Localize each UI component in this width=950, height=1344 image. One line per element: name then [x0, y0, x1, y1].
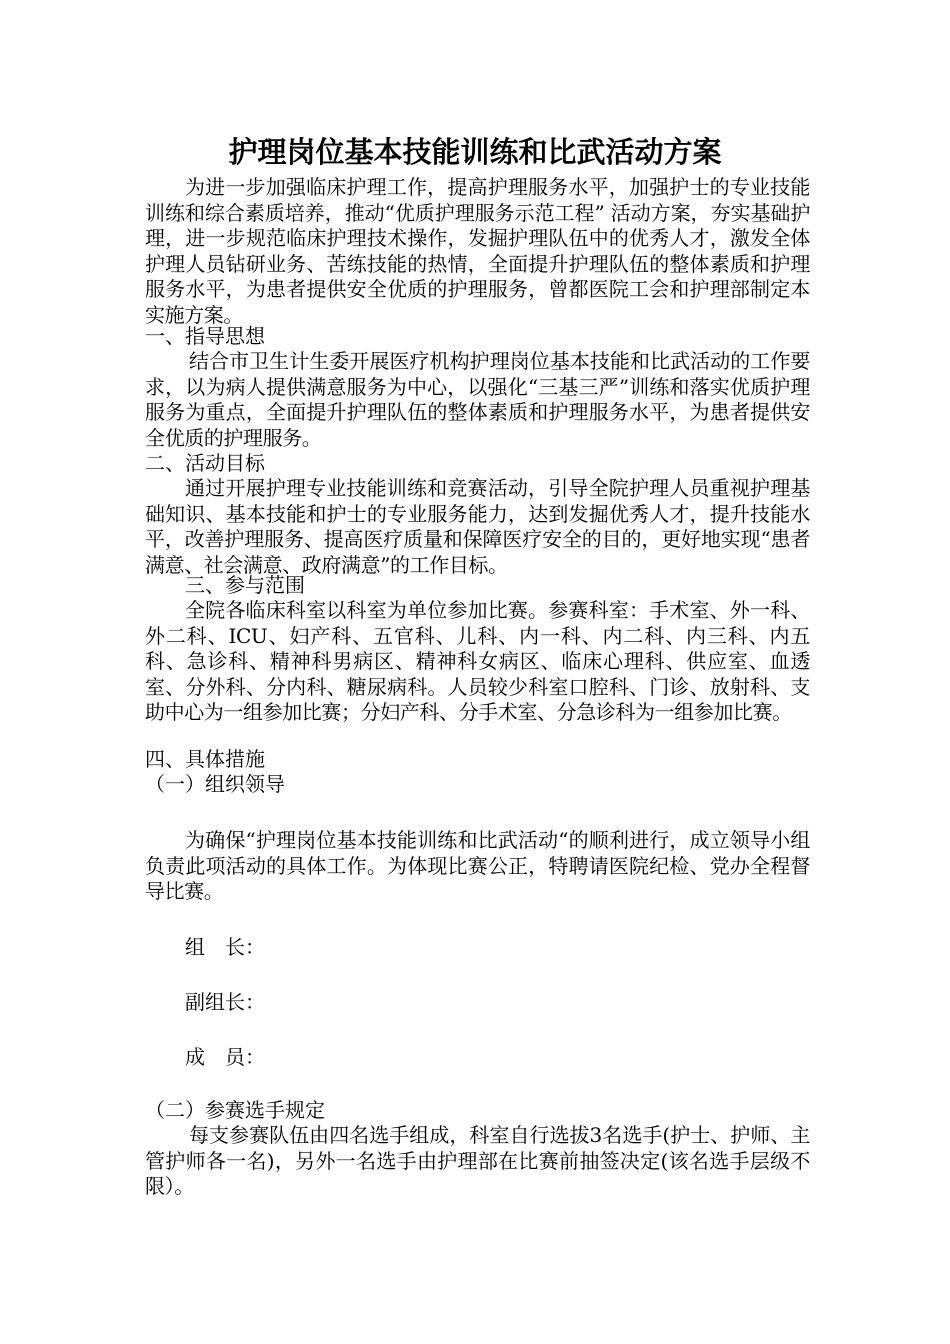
section-2-heading: 二、活动目标: [145, 451, 265, 475]
section-4-heading: 四、具体措施: [145, 747, 265, 771]
subsection-4-1-body: 为确保“护理岗位基本技能训练和比武活动“的顺利进行，成立领导小组负责此项活动的具体工作。为体现比赛公正，特聘请医院纪检、党办全程督导比赛。: [145, 828, 810, 904]
section-3-heading: 三、参与范围: [185, 573, 305, 597]
intro-paragraph: 为进一步加强临床护理工作，提高护理服务水平，加强护士的专业技能训练和综合素质培养，推动“优质护理服务示范工程” 活动方案，夯实基础护理，进一步规范临床护理技术操作，发掘护理队伍中的优秀人才，激发全体护理人员钻研业务、苦练技能的热情，全面提升护理队伍的整体素质和护理服务水平，为患者提供安全优质的护理服务，曾都医院工会和护理部制定本实施方案。: [145, 175, 810, 327]
subsection-4-2-heading: （二）参赛选手规定: [145, 1098, 325, 1122]
leader-label: 组 长：: [185, 935, 265, 959]
deputy-leader-label: 副组长：: [185, 990, 265, 1014]
section-1-body: 结合市卫生计生委开展医疗机构护理岗位基本技能和比武活动的工作要求，以为病人提供满意服务为中心，以强化“三基三严”训练和落实优质护理服务为重点，全面提升护理队伍的整体素质和护理服务水平，为患者提供安全优质的护理服务。: [145, 349, 810, 450]
subsection-4-1-heading: （一）组织领导: [145, 772, 285, 796]
document-title: 护理岗位基本技能训练和比武活动方案: [228, 135, 722, 169]
section-2-body: 通过开展护理专业技能训练和竞赛活动，引导全院护理人员重视护理基础知识、基本技能和护士的专业服务能力，达到发掘优秀人才，提升技能水平，改善护理服务、提高医疗质量和保障医疗安全的目的，更好地实现“患者满意、社会满意、政府满意”的工作目标。: [145, 476, 810, 577]
member-label: 成 员：: [185, 1045, 265, 1069]
subsection-4-2-body: 每支参赛队伍由四名选手组成，科室自行选拔3名选手(护士、护师、主管护师各一名)，另外一名选手由护理部在比赛前抽签决定(该名选手层级不限）。: [145, 1123, 810, 1199]
section-3-body: 全院各临床科室以科室为单位参加比赛。参赛科室：手术室、外一科、外二科、ICU、妇产科、五官科、儿科、内一科、内二科、内三科、内五科、急诊科、精神科男病区、精神科女病区、临床心理科、供应室、血透室、分外科、分内科、糖尿病科。人员较少科室口腔科、门诊、放射科、支助中心为一组参加比赛；分妇产科、分手术室、分急诊科为一组参加比赛。: [145, 598, 810, 725]
section-1-heading: 一、指导思想: [145, 324, 265, 348]
